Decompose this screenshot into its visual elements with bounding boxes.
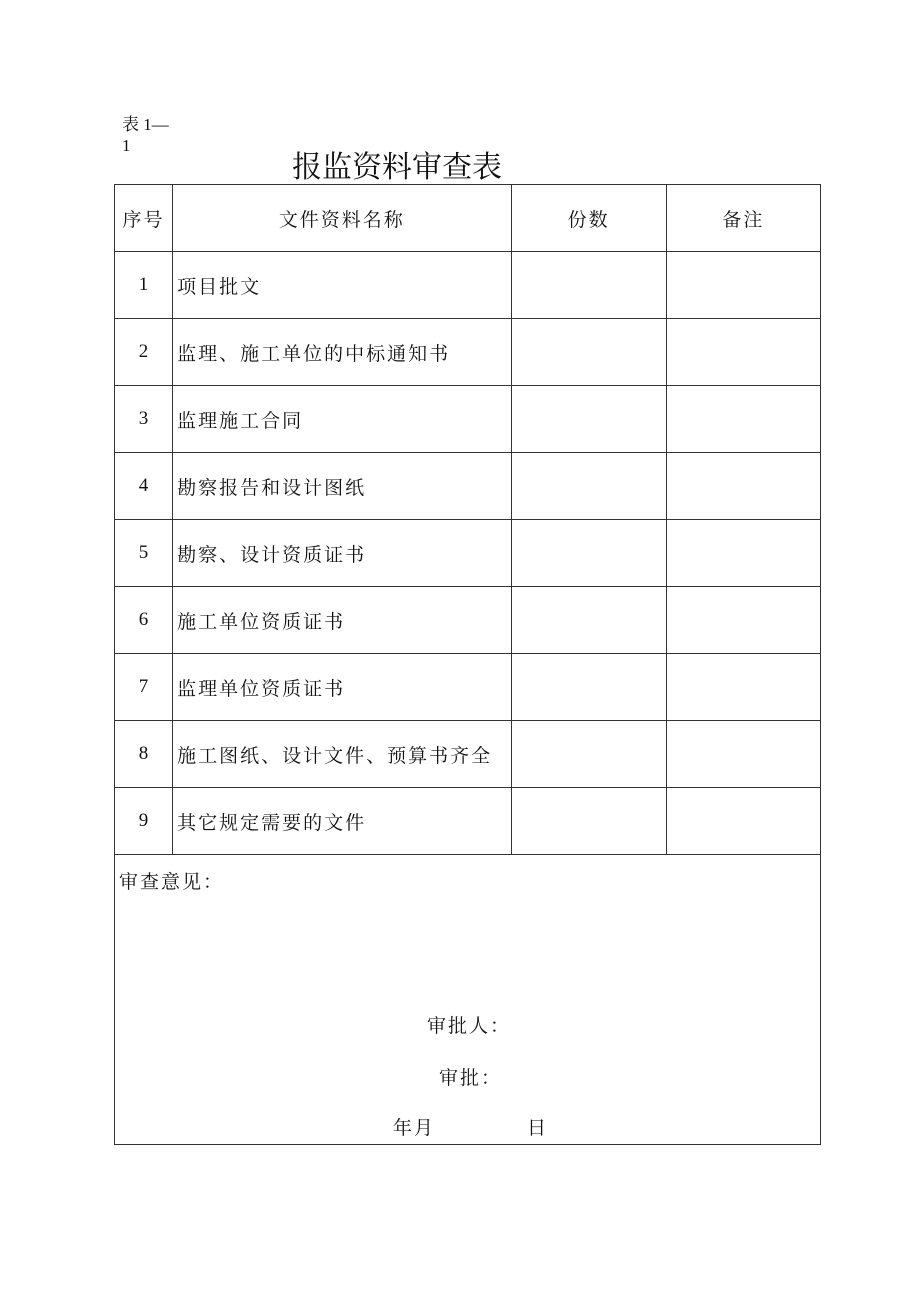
row-remark[interactable] [666,386,820,453]
review-opinion-box[interactable] [115,855,821,1145]
row-copies[interactable] [511,252,666,319]
row-document-name: 勘察、设计资质证书 [173,520,511,587]
row-document-name: 勘察报告和设计图纸 [173,453,511,520]
table-row [115,721,821,788]
row-copies[interactable] [511,721,666,788]
row-copies[interactable] [511,520,666,587]
table-row [115,386,821,453]
row-number: 3 [115,386,173,453]
row-remark[interactable] [666,721,820,788]
review-table [114,184,821,1145]
row-number: 6 [115,587,173,654]
row-number: 5 [115,520,173,587]
date-year-month-label: 年月 [393,1117,436,1139]
row-remark[interactable] [666,788,820,855]
table-header-row [115,185,821,252]
row-document-name: 施工图纸、设计文件、预算书齐全 [173,721,511,788]
header-remark: 备注 [666,185,820,252]
row-number: 8 [115,721,173,788]
row-document-name: 项目批文 [173,252,511,319]
row-number: 1 [115,252,173,319]
header-no: 序号 [115,185,173,252]
row-document-name: 监理施工合同 [173,386,511,453]
row-copies[interactable] [511,453,666,520]
table-row [115,520,821,587]
row-number: 2 [115,319,173,386]
review-opinion-label: 审查意见： [119,871,225,893]
row-document-name: 监理单位资质证书 [173,654,511,721]
header-copies: 份数 [511,185,666,252]
row-copies[interactable] [511,587,666,654]
row-document-name: 施工单位资质证书 [173,587,511,654]
row-number: 7 [115,654,173,721]
row-copies[interactable] [511,654,666,721]
table-row [115,453,821,520]
table-number-label: 表 1—1 [122,115,169,155]
table-row [115,587,821,654]
review-opinion-row [115,855,821,1145]
table-row [115,319,821,386]
row-copies[interactable] [511,319,666,386]
header-name: 文件资料名称 [173,185,511,252]
approver-label: 审批人： [427,1015,512,1037]
row-number: 9 [115,788,173,855]
row-remark[interactable] [666,319,820,386]
row-remark[interactable] [666,520,820,587]
row-copies[interactable] [511,788,666,855]
row-remark[interactable] [666,587,820,654]
row-remark[interactable] [666,252,820,319]
table-row [115,654,821,721]
row-copies[interactable] [511,386,666,453]
document-title: 报监资料审查表 [292,150,502,185]
row-document-name: 其它规定需要的文件 [173,788,511,855]
date-day-label: 日 [527,1117,547,1139]
table-row [115,252,821,319]
row-remark[interactable] [666,654,820,721]
approval-label: 审批： [439,1067,503,1089]
table-row [115,788,821,855]
row-document-name: 监理、施工单位的中标通知书 [173,319,511,386]
row-remark[interactable] [666,453,820,520]
row-number: 4 [115,453,173,520]
